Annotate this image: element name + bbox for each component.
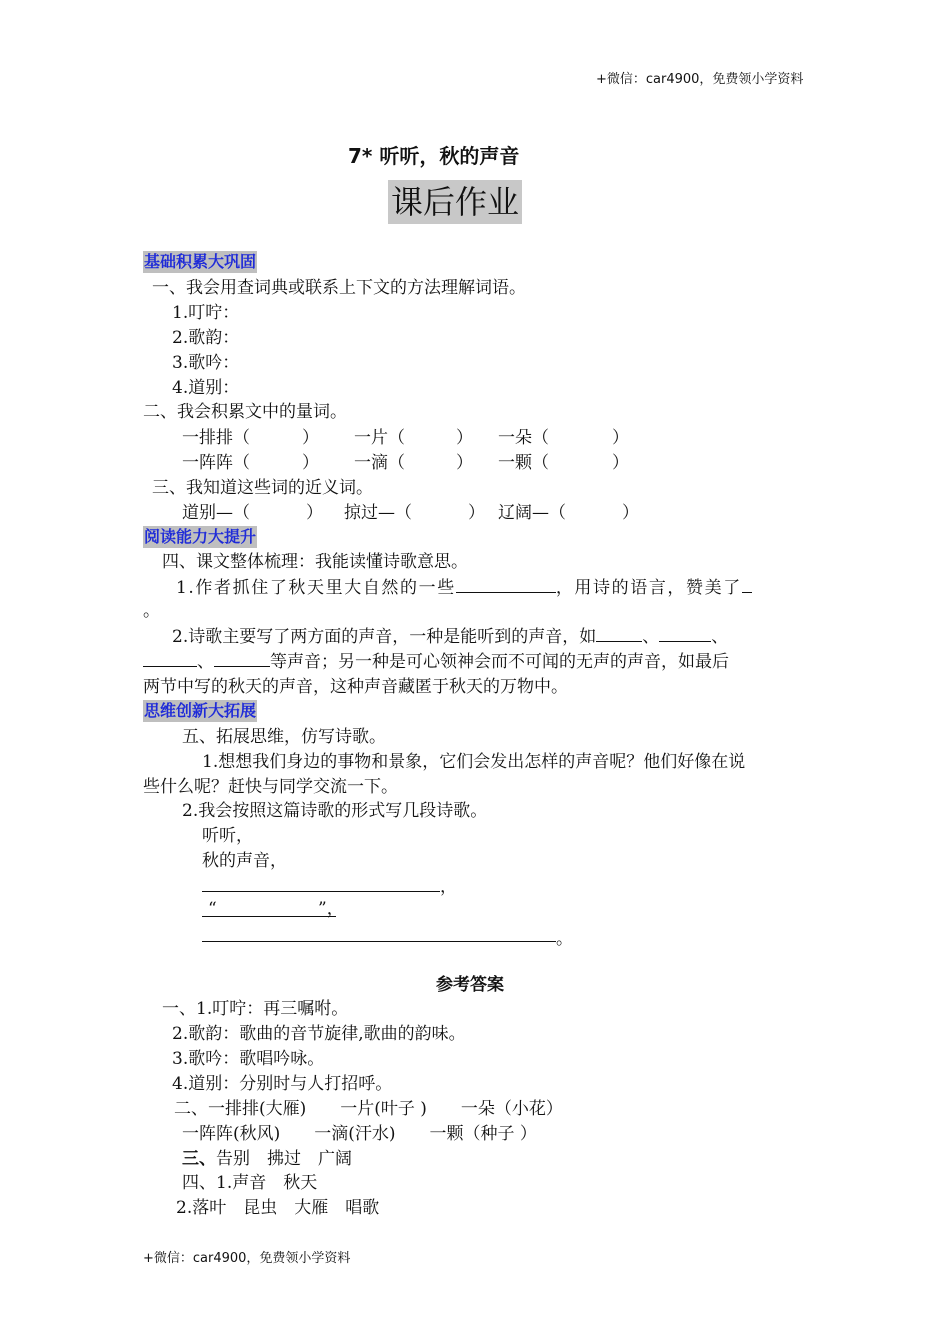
q1-item-1: 1.叮咛： — [172, 303, 240, 323]
synonym-lueguo: 掠过—（ — [344, 503, 412, 523]
answer-line-7: 三、告别 拂过 广阔 — [182, 1149, 352, 1169]
section-heading-reading: 阅读能力大提升 — [144, 527, 257, 546]
q4-line-3: 、 等声音；另一种是可心领神会而不可闻的无声的声音，如最后 — [143, 651, 729, 673]
q2-heading: 二、我会积累文中的量词。 — [143, 402, 347, 422]
q1-item-2: 2.歌韵： — [172, 328, 240, 348]
answer-line-8: 四、1.声音 秋天 — [182, 1173, 318, 1193]
measure-word-yidi: 一滴（ — [354, 453, 405, 473]
q4-line-1: 1.作者抓住了秋天里大自然的一些 ，用诗的语言，赞美了 — [176, 577, 752, 599]
close-paren: ） — [468, 503, 485, 523]
poem-blank-line-1 — [202, 891, 440, 892]
poem-line-2: 秋的声音， — [202, 851, 287, 871]
measure-word-yizhenzhen: 一阵阵（ — [182, 453, 250, 473]
q4-line-1-end: 。 — [143, 601, 160, 621]
lesson-title: 7* 听听，秋的声音 — [348, 144, 520, 168]
measure-word-yipian: 一片（ — [354, 428, 405, 448]
close-paren: ） — [456, 453, 473, 473]
watermark-bottom: +微信：car4900，免费领小学资料 — [143, 1251, 351, 1266]
section-heading-basics: 基础积累大巩固 — [144, 252, 257, 271]
q4-line-2: 2.诗歌主要写了两方面的声音，一种是能听到的声音，如 、 、 — [172, 627, 729, 647]
poem-quote-open: “ — [208, 899, 217, 919]
answer-line-5: 二、一排排(大雁) 一片(叶子 ) 一朵（小花） — [174, 1099, 563, 1119]
q5-line-2: 些什么呢？赶快与同学交流一下。 — [143, 777, 398, 797]
close-paren: ） — [622, 503, 639, 523]
poem-comma: ， — [440, 877, 457, 897]
synonym-daobie: 道别—（ — [182, 503, 250, 523]
close-paren: ） — [456, 428, 473, 448]
close-paren: ） — [612, 453, 629, 473]
watermark-top: +微信：car4900，免费领小学资料 — [596, 72, 804, 87]
close-paren: ） — [302, 428, 319, 448]
poem-blank-line-2 — [202, 916, 336, 917]
answer-line-1: 一、1.叮咛：再三嘱咐。 — [162, 999, 349, 1019]
answer-line-3: 3.歌吟：歌唱吟咏。 — [172, 1049, 325, 1069]
measure-word-yike: 一颗（ — [498, 453, 549, 473]
q1-heading: 一、我会用查词典或联系上下文的方法理解词语。 — [152, 278, 526, 298]
q5-heading: 五、拓展思维，仿写诗歌。 — [182, 727, 386, 747]
close-paren: ） — [302, 453, 319, 473]
section-heading-thinking: 思维创新大拓展 — [144, 701, 257, 720]
q5-line-1: 1.想想我们身边的事物和景象，它们会发出怎样的声音呢？他们好像在说 — [202, 752, 746, 772]
poem-period: 。 — [556, 929, 573, 949]
q3-heading: 三、我知道这些词的近义词。 — [152, 478, 373, 498]
poem-blank-line-3 — [202, 941, 556, 942]
poem-quote-close: ”， — [318, 899, 344, 919]
close-paren: ） — [306, 503, 323, 523]
synonym-liaokuo: 辽阔—（ — [498, 503, 566, 523]
answer-line-2: 2.歌韵：歌曲的音节旋律,歌曲的韵味。 — [172, 1024, 466, 1044]
q5-line-3: 2.我会按照这篇诗歌的形式写几段诗歌。 — [182, 801, 488, 821]
answer-line-9: 2.落叶 昆虫 大雁 唱歌 — [176, 1198, 380, 1218]
answer-line-6: 一阵阵(秋风) 一滴(汗水) 一颗（种子 ） — [182, 1124, 537, 1144]
answers-title: 参考答案 — [436, 975, 504, 995]
q1-item-4: 4.道别： — [172, 378, 240, 398]
poem-line-1: 听听， — [202, 826, 253, 846]
q4-line-4: 两节中写的秋天的声音，这种声音藏匿于秋天的万物中。 — [143, 677, 568, 697]
measure-word-yiduo: 一朵（ — [498, 428, 549, 448]
close-paren: ） — [612, 428, 629, 448]
q1-item-3: 3.歌吟： — [172, 353, 240, 373]
homework-subtitle: 课后作业 — [388, 180, 522, 224]
q4-heading: 四、课文整体梳理：我能读懂诗歌意思。 — [162, 552, 468, 572]
answer-line-4: 4.道别：分别时与人打招呼。 — [172, 1074, 393, 1094]
measure-word-yipaipai: 一排排（ — [182, 428, 250, 448]
